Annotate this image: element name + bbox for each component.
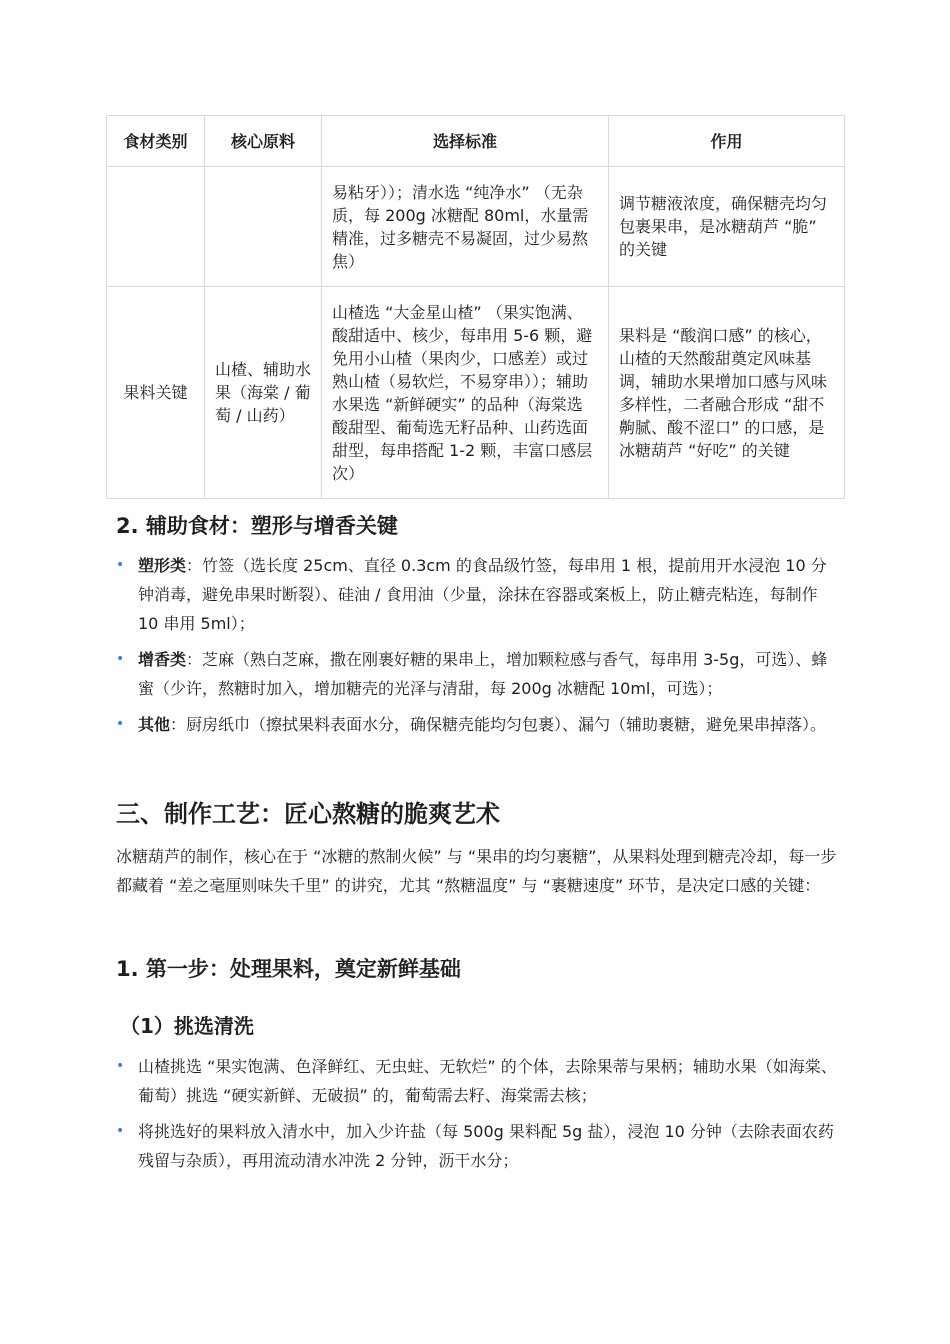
step1-heading: 1. 第一步：处理果料，奠定新鲜基础 — [116, 957, 461, 981]
cell-effect: 果料是 “酸润口感” 的核心，山楂的天然酸甜奠定风味基调，辅助水果增加口感与风味多样性，二者融合形成 “甜不齁腻、酸不涩口” 的口感，是冰糖葫芦 “好吃” 的关键 — [609, 287, 845, 499]
bullet-icon: • — [116, 557, 125, 573]
ingredients-table — [106, 115, 845, 499]
table-row — [107, 287, 845, 499]
item-text: 将挑选好的果料放入清水中，加入少许盐（每 500g 果料配 5g 盐），浸泡 10 分钟（去除表面农药残留与杂质），再用流动清水冲洗 2 分钟，沥干水分； — [138, 1122, 834, 1170]
item-label: 塑形类 — [138, 556, 187, 575]
list-item — [116, 710, 840, 739]
item-label: 其他 — [138, 715, 171, 734]
list-item — [116, 551, 840, 638]
header-effect: 作用 — [609, 116, 845, 167]
list-item — [116, 1052, 840, 1110]
bullet-icon: • — [116, 716, 125, 732]
cell-category: 果料关键 — [107, 287, 205, 499]
cell-ingredients — [205, 167, 322, 287]
item-text: ：芝麻（熟白芝麻，撒在刚裹好糖的果串上，增加颗粒感与香气，每串用 3-5g，可选）、蜂蜜（少许，熬糖时加入，增加糖壳的光泽与清甜，每 200g 冰糖配 10ml，可选）； — [138, 650, 828, 698]
cell-standard: 山楂选 “大金星山楂” （果实饱满、酸甜适中、核少，每串用 5-6 颗，避免用小山楂（果肉少，口感差）或过熟山楂（易软烂，不易穿串））；辅助水果选 “新鲜硬实” 的品种（海棠选酸甜型、葡萄选无籽品种、山药选面甜型，每串搭配 1-2 颗，丰富口感层次） — [322, 287, 609, 499]
cell-category — [107, 167, 205, 287]
header-category: 食材类别 — [107, 116, 205, 167]
select-wash-list — [116, 1052, 840, 1182]
header-ingredients: 核心原料 — [205, 116, 322, 167]
header-standard: 选择标准 — [322, 116, 609, 167]
section-heading-process: 三、制作工艺：匠心熬糖的脆爽艺术 — [116, 800, 500, 828]
bullet-icon: • — [116, 1123, 125, 1139]
section-heading-auxiliary: 2. 辅助食材：塑形与增香关键 — [116, 514, 398, 538]
bullet-icon: • — [116, 651, 125, 667]
table-header-row — [107, 116, 845, 167]
process-intro: 冰糖葫芦的制作，核心在于 “冰糖的熬制火候” 与 “果串的均匀裹糖”，从果料处理到糖壳冷却，每一步都藏着 “差之毫厘则味失千里” 的讲究，尤其 “熬糖温度” 与 “裹糖速度” 环节，是决定口感的关键： — [116, 847, 837, 895]
item-label: 增香类 — [138, 650, 187, 669]
bullet-icon: • — [116, 1058, 125, 1074]
item-text: ：厨房纸巾（擦拭果料表面水分，确保糖壳能均匀包裹）、漏勺（辅助裹糖，避免果串掉落）。 — [170, 715, 827, 734]
cell-ingredients: 山楂、辅助水果（海棠 / 葡萄 / 山药） — [205, 287, 322, 499]
list-item — [116, 1117, 840, 1175]
list-item — [116, 645, 840, 703]
table-row — [107, 167, 845, 287]
cell-effect: 调节糖液浓度，确保糖壳均匀包裹果串，是冰糖葫芦 “脆” 的关键 — [609, 167, 845, 287]
cell-standard: 易粘牙））；清水选 “纯净水” （无杂质，每 200g 冰糖配 80ml，水量需精准，过多糖壳不易凝固，过少易熬焦） — [322, 167, 609, 287]
auxiliary-list — [116, 551, 840, 746]
sub-heading-select-wash: （1）挑选清洗 — [120, 1014, 254, 1038]
item-text: ：竹签（选长度 25cm、直径 0.3cm 的食品级竹签，每串用 1 根，提前用开水浸泡 10 分钟消毒，避免串果时断裂）、硅油 / 食用油（少量，涂抹在容器或案板上，防止糖壳粘连，每制作 10 串用 5ml）； — [138, 556, 827, 633]
item-text: 山楂挑选 “果实饱满、色泽鲜红、无虫蛀、无软烂” 的个体，去除果蒂与果柄；辅助水果（如海棠、葡萄）挑选 “硬实新鲜、无破损” 的，葡萄需去籽、海棠需去核； — [138, 1057, 837, 1105]
